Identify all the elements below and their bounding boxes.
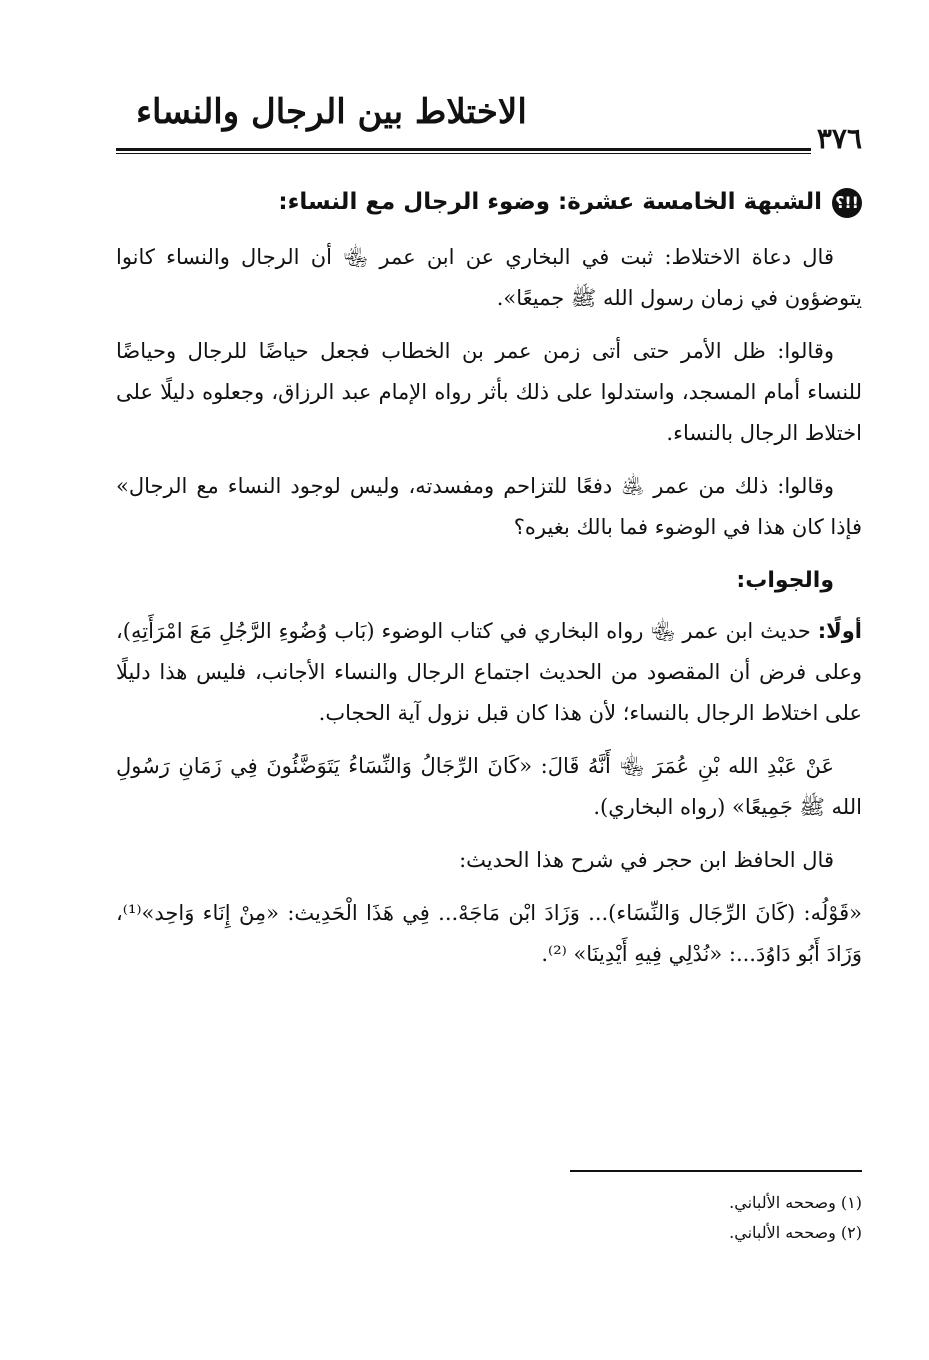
- paragraph-6: قال الحافظ ابن حجر في شرح هذا الحديث:: [459, 848, 834, 872]
- page-body: [116, 178, 862, 987]
- section-heading: [116, 182, 862, 223]
- answer-heading: والجواب:: [736, 568, 834, 593]
- page-number: ٣٧٦: [811, 122, 862, 155]
- header-rule: [116, 148, 862, 154]
- paragraph-3: وقالوا: ذلك من عمر ﵁ دفعًا للتزاحم ومفسدته، وليس لوجود النساء مع الرجال» فإذا كان هذا في الوضوء فما بالك بغيره؟: [116, 474, 862, 539]
- footnote-rule: [570, 1170, 862, 1172]
- running-title: الاختلاط بين الرجال والنساء: [136, 92, 527, 132]
- paragraph-2: وقالوا: ظل الأمر حتى أتى زمن عمر بن الخطاب فجعل حياضًا للرجال وحياضًا للنساء أمام المسجد، واستدلوا على ذلك بأثر رواه الإمام عبد الرزاق، وجعلوه دليلًا على اختلاط الرجال بالنساء.: [116, 339, 862, 445]
- exclamation-question-icon: !!؟: [832, 188, 862, 218]
- page-header: [116, 88, 862, 156]
- paragraph-7-quote: «قَوْلُه: (كَانَ الرِّجَال وَالنِّسَاء)... وَزَادَ ابْن مَاجَهْ... فِي هَذَا الْحَدِيث: «مِنْ إِنَاء وَاحِد»⁽¹⁾، وَزَادَ أَبُو دَاوُدَ...: «نُدْلِي فِيهِ أَيْدِينَا» ⁽²⁾.: [116, 901, 862, 966]
- paragraph-4-lead: أولًا:: [817, 619, 862, 643]
- section-heading-text: الشبهة الخامسة عشرة: وضوء الرجال مع النساء:: [278, 189, 822, 215]
- footnotes: [116, 1188, 862, 1248]
- paragraph-4-text: حديث ابن عمر ﵄ رواه البخاري في كتاب الوضوء (بَاب وُضُوءِ الرَّجُلِ مَعَ امْرَأَتِهِ)، وعلى فرض أن المقصود من الحديث اجتماع الرجال والنساء الأجانب، فليس هذا دليلًا على اختلاط الرجال بالنساء؛ لأن هذا كان قبل نزول آية الحجاب.: [116, 619, 862, 725]
- footnote-1: (١) وصححه الألباني.: [729, 1193, 862, 1212]
- paragraph-4: [116, 611, 862, 734]
- footnote-2: (٢) وصححه الألباني.: [729, 1223, 862, 1242]
- paragraph-5-hadith: عَنْ عَبْدِ الله بْنِ عُمَرَ ﵄ أَنَّهُ قَالَ: «كَانَ الرِّجَالُ وَالنِّسَاءُ يَتَوَضَّئُونَ فِي زَمَانِ رَسُولِ الله ﷺ جَمِيعًا» (رواه البخاري).: [116, 754, 862, 819]
- paragraph-1: قال دعاة الاختلاط: ثبت في البخاري عن ابن عمر ﵄ أن الرجال والنساء كانوا يتوضؤون في زمان رسول الله ﷺ جميعًا».: [116, 245, 862, 310]
